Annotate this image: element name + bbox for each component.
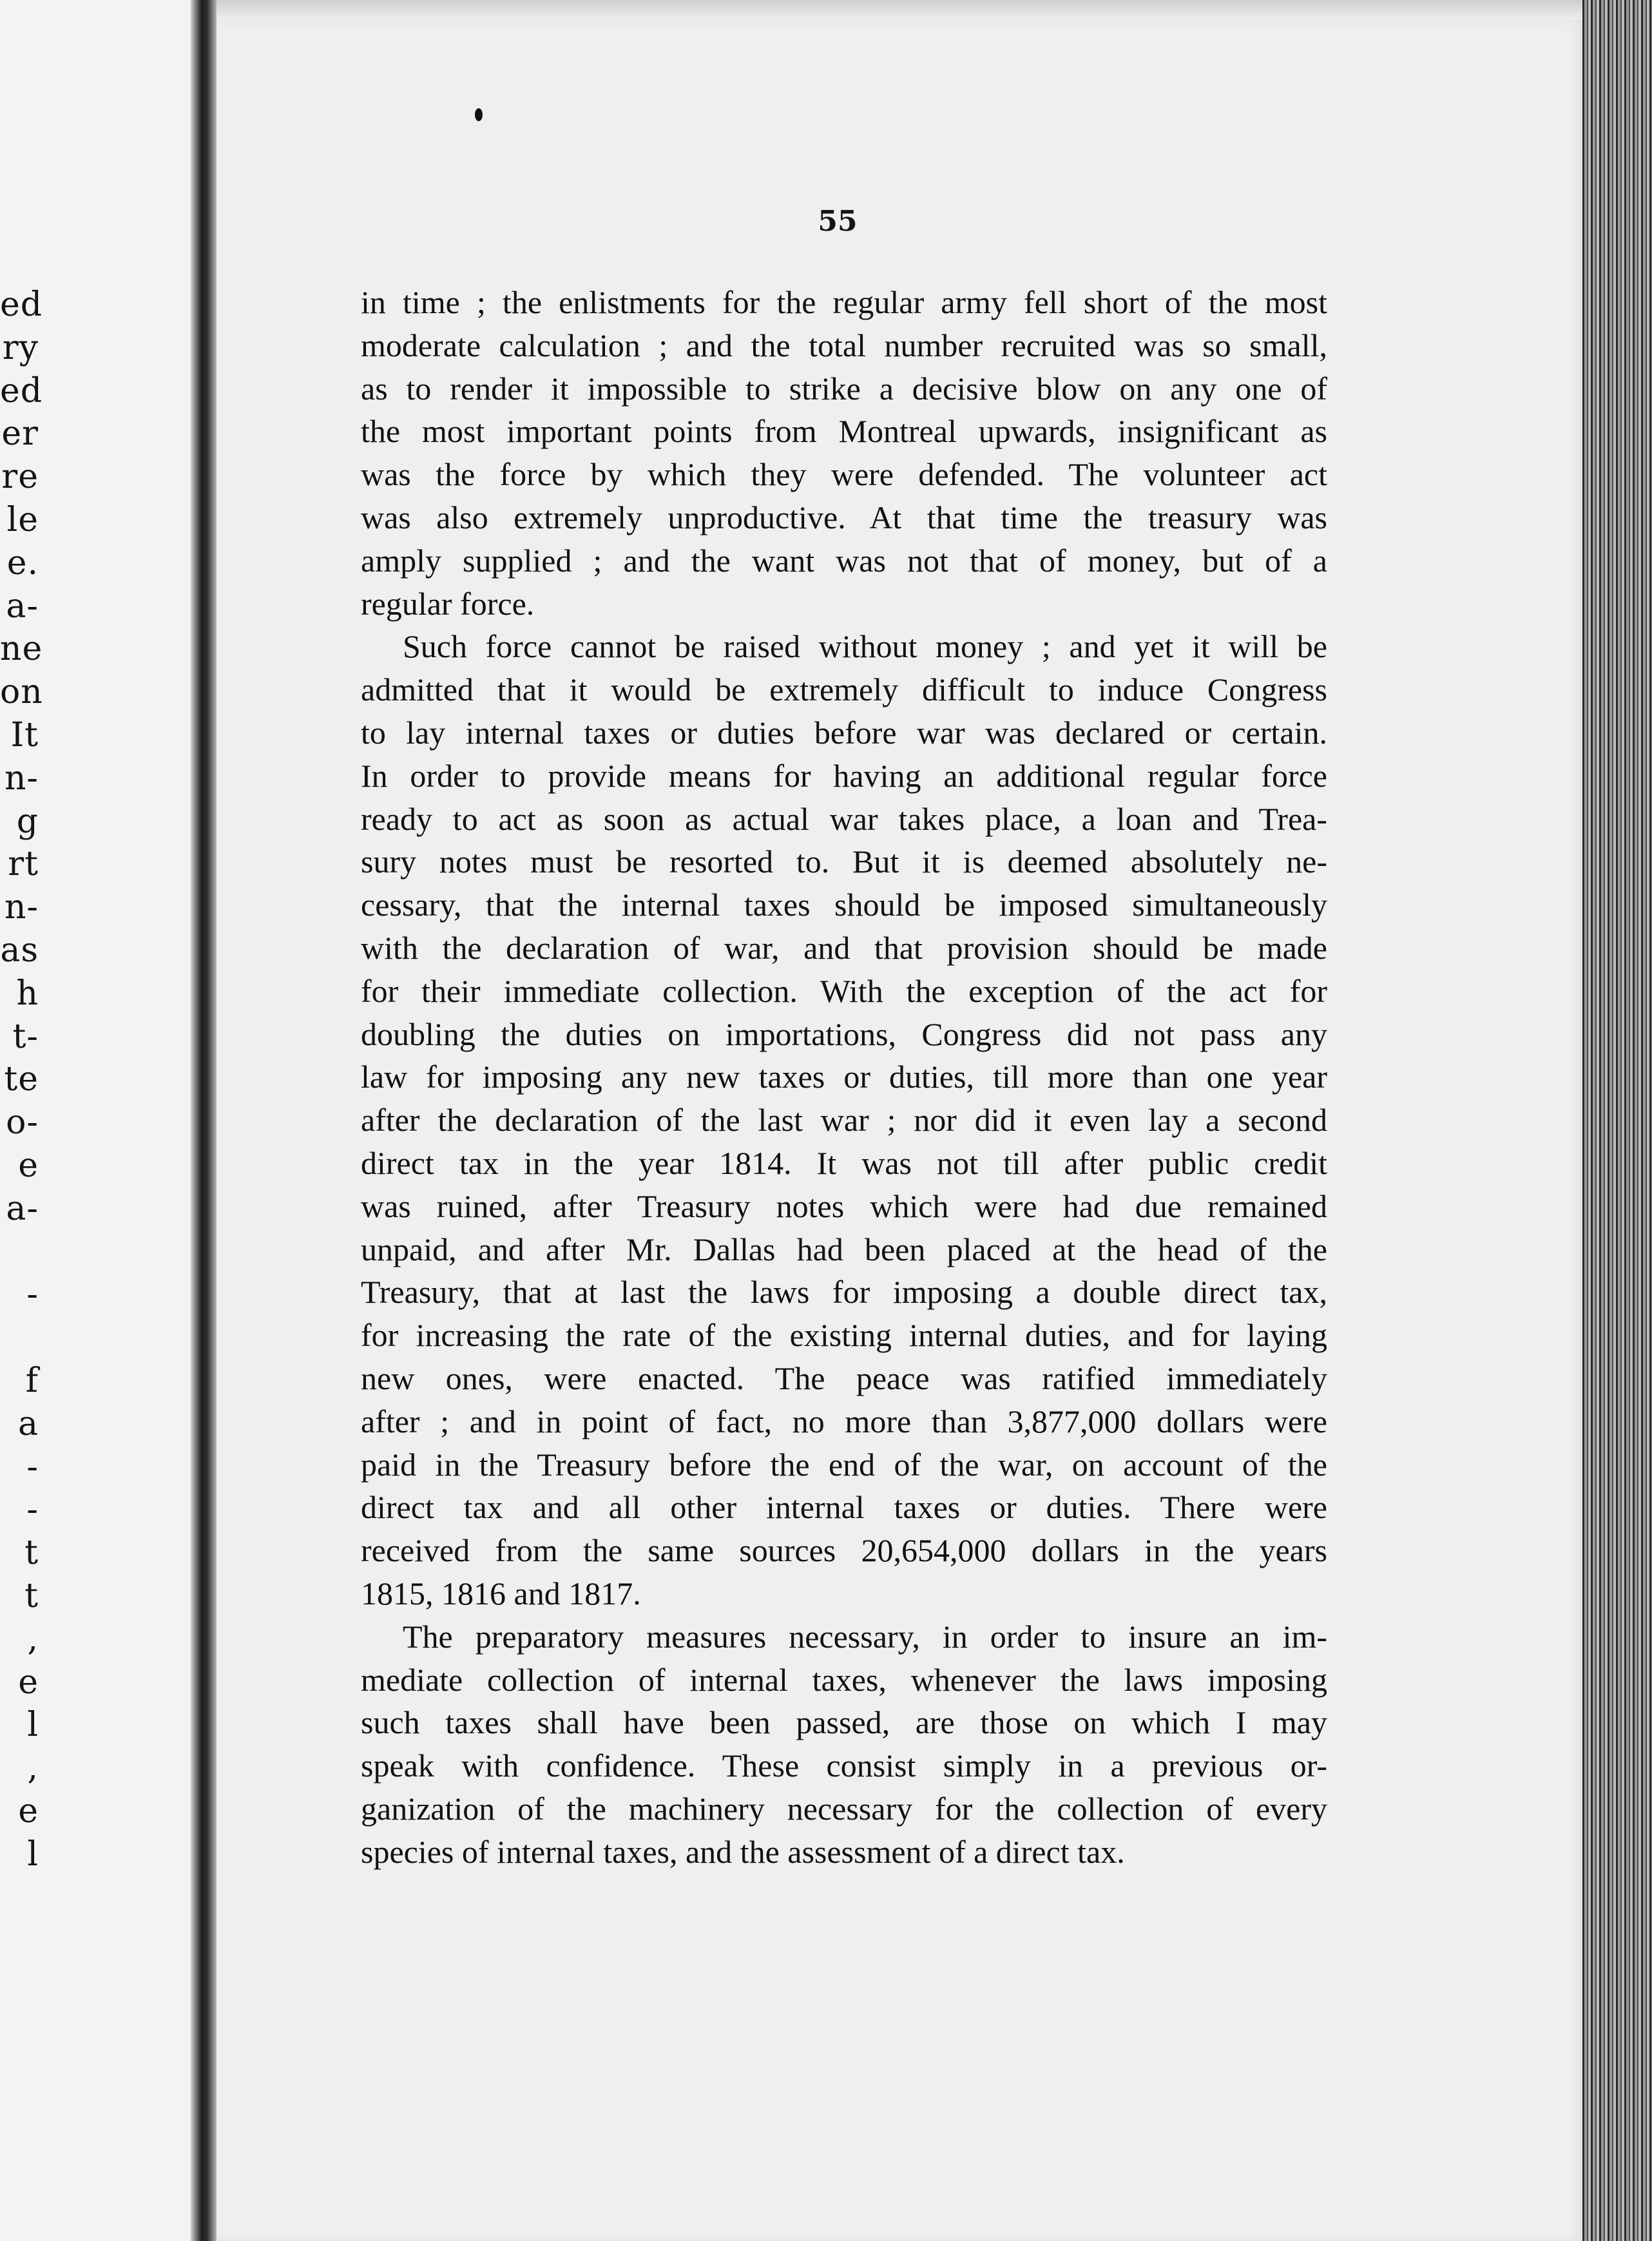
left-page-fragment: ,	[27, 1749, 39, 1788]
left-page-fragment	[0, 1316, 39, 1360]
text-line: for increasing the rate of the existing internal duties, and for laying	[361, 1317, 1327, 1354]
text-line: amply supplied ; and the want was not that of money, but of a	[361, 542, 1327, 579]
left-page-fragment: le	[6, 500, 39, 539]
left-page-fragment: -	[26, 1275, 39, 1314]
left-page-fragment: l	[27, 1706, 39, 1745]
text-line: mediate collection of internal taxes, whenever the laws imposing	[361, 1661, 1327, 1698]
left-page-fragment: ry	[2, 328, 39, 367]
text-line: moderate calculation ; and the total number recruited was so small,	[361, 327, 1327, 363]
left-page	[0, 0, 193, 2241]
text-line: such taxes shall have been passed, are those on which I may	[361, 1704, 1327, 1741]
text-line: was the force by which they were defended. The volunteer act	[361, 456, 1327, 493]
text-line: ganization of the machinery necessary for the collection of every	[361, 1790, 1327, 1827]
ink-speck	[475, 108, 483, 121]
left-page-fragment: a-	[6, 586, 39, 626]
text-line: for their immediate collection. With the exception of the act for	[361, 972, 1327, 1009]
left-page-fragment: ,	[27, 1619, 39, 1659]
text-line: new ones, were enacted. The peace was ratified immediately	[361, 1360, 1327, 1396]
text-line: doubling the duties on importations, Congress did not pass any	[361, 1015, 1327, 1052]
left-page-fragment: e	[18, 1662, 39, 1702]
left-page-fragment: n-	[4, 758, 39, 798]
left-page-fragment: f	[25, 1361, 39, 1400]
text-line: to lay internal taxes or duties before war was declared or certain.	[361, 714, 1327, 751]
text-line: the most important points from Montreal upwards, insignificant as	[361, 413, 1327, 450]
left-page-fragment: t	[24, 1534, 39, 1573]
left-page-fragment: -	[26, 1490, 39, 1530]
paragraph	[361, 625, 1327, 1615]
text-line: after ; and in point of fact, no more than 3,877,000 dollars were	[361, 1403, 1327, 1439]
text-line: law for imposing any new taxes or duties, till more than one year	[361, 1059, 1327, 1095]
left-page-fragment: l	[27, 1834, 39, 1874]
left-page-fragment: t	[24, 1576, 39, 1615]
text-line: in time ; the enlistments for the regular army fell short of the most	[361, 284, 1327, 320]
left-page-fragment: It	[10, 715, 39, 755]
left-page-fragment: a-	[6, 1189, 39, 1228]
left-page-fragment: ed	[0, 371, 43, 410]
text-line: ready to act as soon as actual war takes place, a loan and Trea-	[361, 800, 1327, 837]
text-line: as to render it impossible to strike a decisive blow on any one of	[361, 370, 1327, 407]
left-page-fragment: e	[18, 1791, 39, 1831]
text-line: speak with confidence. These consist simply in a previous or-	[361, 1747, 1327, 1784]
left-page-fragment: g	[16, 802, 39, 841]
text-line: The preparatory measures necessary, in order to insure an im-	[403, 1618, 1327, 1655]
left-page-fragment: e	[18, 1146, 39, 1185]
text-line: Treasury, that at last the laws for imposing a double direct tax,	[361, 1274, 1327, 1311]
left-page-fragment: a	[17, 1404, 39, 1443]
left-page-fragment: n-	[4, 888, 39, 927]
text-line: admitted that it would be extremely difficult to induce Congress	[361, 671, 1327, 708]
left-page-fragment: te	[4, 1060, 39, 1099]
left-page-fragment: -	[26, 1447, 39, 1486]
paragraph	[361, 281, 1327, 625]
text-line: regular force.	[361, 585, 535, 622]
text-line: with the declaration of war, and that provision should be made	[361, 929, 1327, 966]
page-number: 55	[818, 205, 858, 238]
left-page-fragment: ne	[0, 630, 43, 669]
text-line: was ruined, after Treasury notes which were had due remained	[361, 1188, 1327, 1224]
left-page-fragment: as	[0, 930, 39, 970]
left-page-fragment: ed	[0, 285, 43, 324]
left-page-fragment: on	[0, 673, 43, 712]
body-text	[361, 281, 1327, 1873]
left-page-fragment: re	[1, 457, 39, 497]
left-page-fragment: rt	[8, 845, 39, 884]
left-page-fragment: o-	[6, 1103, 39, 1142]
text-line: after the declaration of the last war ; nor did it even lay a second	[361, 1102, 1327, 1139]
paragraph	[361, 1615, 1327, 1874]
book-gutter	[191, 0, 218, 2241]
left-page-fragment: h	[16, 974, 39, 1013]
text-line: direct tax in the year 1814. It was not till after public credit	[361, 1144, 1327, 1181]
text-line: Such force cannot be raised without money ; and yet it will be	[403, 628, 1327, 665]
text-line: received from the same sources 20,654,000 dollars in the years	[361, 1532, 1327, 1569]
page-top-shadow	[216, 0, 1582, 21]
left-page-text-fragments	[0, 284, 43, 1876]
text-line: was also extremely unproductive. At that time the treasury was	[361, 499, 1327, 535]
left-page-fragment: t-	[12, 1017, 39, 1056]
text-line: cessary, that the internal taxes should be imposed simultaneously	[361, 887, 1327, 923]
text-line: species of internal taxes, and the assessment of a direct tax.	[361, 1833, 1125, 1870]
text-line: paid in the Treasury before the end of the war, on account of the	[361, 1446, 1327, 1483]
text-line: sury notes must be resorted to. But it is deemed absolutely ne-	[361, 843, 1327, 880]
text-line: In order to provide means for having an additional regular force	[361, 757, 1327, 794]
text-line: 1815, 1816 and 1817.	[361, 1575, 641, 1611]
text-line: unpaid, and after Mr. Dallas had been placed at the head of the	[361, 1231, 1327, 1267]
text-line: direct tax and all other internal taxes or duties. There were	[361, 1489, 1327, 1526]
book-page-edges	[1582, 0, 1652, 2241]
left-page-fragment: e.	[6, 543, 39, 582]
left-page-fragment	[0, 1231, 39, 1274]
left-page-fragment: er	[1, 414, 39, 454]
